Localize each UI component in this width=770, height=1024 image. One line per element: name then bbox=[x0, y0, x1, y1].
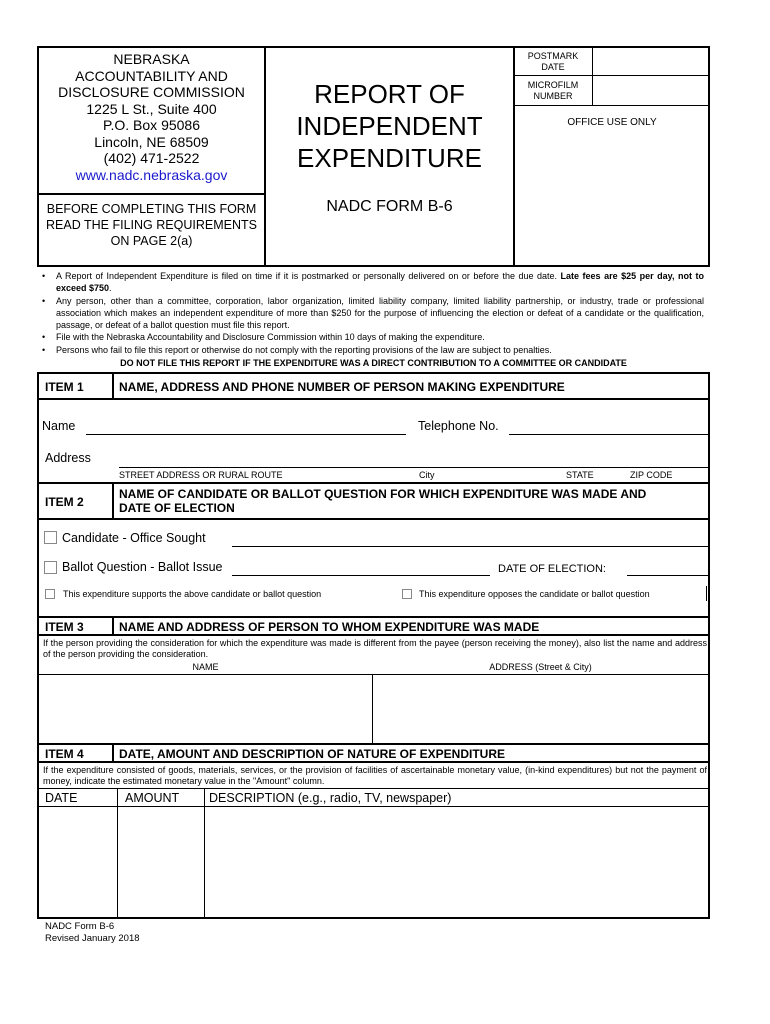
telephone-label: Telephone No. bbox=[418, 419, 499, 433]
name-label: Name bbox=[42, 419, 76, 433]
supports-checkbox[interactable] bbox=[45, 589, 55, 599]
street-caption: STREET ADDRESS OR RURAL ROUTE bbox=[119, 470, 283, 480]
postmark-field[interactable] bbox=[594, 48, 708, 74]
microfilm-label bbox=[514, 80, 592, 102]
office-use-label: OFFICE USE ONLY bbox=[567, 117, 657, 128]
item3-heading-bottom bbox=[37, 634, 710, 636]
ballot-label: Ballot Question - Ballot Issue bbox=[62, 560, 223, 574]
agency-name-line2: ACCOUNTABILITY AND bbox=[75, 67, 228, 84]
item2-top-line bbox=[37, 482, 710, 484]
bullet-2-text: Any person, other than a committee, corporation, labor organization, limited liability company, limited liability partnership, or industry, trade or professional association which makes an independent expenditure of more than $250 for the purpose of influencing the election or defeat of a candidate or the qualification, passage, or defeat of a ballot question must file this report. bbox=[56, 295, 704, 331]
agency-name-line1: NEBRASKA bbox=[113, 51, 190, 67]
zip-caption: ZIP CODE bbox=[630, 470, 673, 480]
opposes-label: This expenditure opposes the candidate or ballot question bbox=[419, 589, 650, 599]
address-field[interactable] bbox=[119, 452, 708, 468]
item3-note: If the person providing the consideration for which the expenditure was made is different from the payee (person receiving the money), also list the name and address of the person providing the consideration. bbox=[43, 638, 707, 659]
item1-bottom-line bbox=[37, 398, 710, 400]
item3-table-header-line bbox=[37, 674, 710, 675]
agency-street: 1225 L St., Suite 400 bbox=[86, 100, 217, 117]
item3-label-divider bbox=[112, 616, 114, 635]
supports-label: This expenditure supports the above candidate or ballot question bbox=[63, 589, 322, 599]
title-line1: REPORT OF bbox=[314, 79, 465, 109]
item3-heading: NAME AND ADDRESS OF PERSON TO WHOM EXPENDITURE WAS MADE bbox=[119, 620, 540, 634]
postmark-label-1: POSTMARK bbox=[527, 51, 579, 61]
item4-label-divider bbox=[112, 743, 114, 762]
microfilm-field[interactable] bbox=[594, 77, 708, 104]
item2-edge-mark bbox=[706, 586, 707, 601]
item3-label: ITEM 3 bbox=[45, 620, 84, 634]
item3-top-line bbox=[37, 616, 710, 618]
payee-address-field[interactable] bbox=[375, 677, 707, 742]
notice-line1: BEFORE COMPLETING THIS FORM bbox=[46, 202, 257, 216]
candidate-checkbox[interactable] bbox=[44, 531, 57, 544]
item4-note-line bbox=[37, 788, 710, 789]
item2-heading-line1: NAME OF CANDIDATE OR BALLOT QUESTION FOR WHICH EXPENDITURE WAS MADE AND bbox=[119, 487, 647, 501]
microfilm-label-2: NUMBER bbox=[533, 91, 573, 101]
expenditure-description-field[interactable] bbox=[207, 809, 707, 915]
item1-heading: NAME, ADDRESS AND PHONE NUMBER OF PERSON MAKING EXPENDITURE bbox=[119, 380, 565, 394]
footer bbox=[45, 921, 140, 945]
office-row-line1 bbox=[514, 75, 710, 76]
postmark-label bbox=[514, 51, 592, 73]
footer-revised: Revised January 2018 bbox=[45, 933, 140, 944]
form-name: NADC FORM B-6 bbox=[326, 198, 453, 215]
bullet-4 bbox=[42, 344, 704, 356]
item4-col-divider-2 bbox=[204, 789, 205, 918]
item4-note: If the expenditure consisted of goods, materials, services, or the provision of facilities of ascertainable monetary value, (in-kind expenditures) but not the payment of money, indicate the estimated monetary value in the "Amount" column. bbox=[43, 765, 707, 786]
item1-label-divider bbox=[112, 372, 114, 399]
item2-heading bbox=[119, 487, 646, 515]
agency-city: Lincoln, NE 68509 bbox=[94, 133, 209, 150]
item2-label: ITEM 2 bbox=[45, 495, 84, 509]
expenditure-date-field[interactable] bbox=[40, 809, 115, 915]
office-sought-field[interactable] bbox=[232, 532, 708, 547]
item1-label: ITEM 1 bbox=[45, 380, 84, 394]
title-line3: EXPENDITURE bbox=[297, 143, 482, 173]
agency-name-line3: DISCLOSURE COMMISSION bbox=[58, 84, 245, 100]
microfilm-label-1: MICROFILM bbox=[527, 80, 579, 90]
telephone-field[interactable] bbox=[509, 418, 708, 435]
item2-bottom-line bbox=[37, 518, 710, 520]
item4-heading: DATE, AMOUNT AND DESCRIPTION OF NATURE OF EXPENDITURE bbox=[119, 747, 506, 761]
item2-heading-line2: DATE OF ELECTION bbox=[119, 501, 235, 515]
notice-line3: ON PAGE 2(a) bbox=[110, 234, 193, 248]
payee-name-field[interactable] bbox=[40, 677, 370, 742]
city-caption: City bbox=[419, 470, 435, 480]
item4-heading-bottom bbox=[37, 761, 710, 763]
bullet-4-text: Persons who fail to file this report or otherwise do not comply with the reporting provisions of the law are subject to penalties. bbox=[56, 344, 552, 355]
date-of-election-field[interactable] bbox=[627, 561, 708, 576]
item3-col-address: ADDRESS (Street & City) bbox=[489, 662, 592, 672]
do-not-file-warning: DO NOT FILE THIS REPORT IF THE EXPENDITURE WAS A DIRECT CONTRIBUTION TO A COMMITTEE OR CANDIDATE bbox=[120, 358, 627, 368]
title-line2: INDEPENDENT bbox=[296, 111, 483, 141]
agency-phone: (402) 471-2522 bbox=[103, 150, 200, 166]
address-label: Address bbox=[45, 451, 91, 465]
notice-line2: READ THE FILING REQUIREMENTS bbox=[46, 218, 257, 232]
bullet-1-text: A Report of Independent Expenditure is filed on time if it is postmarked or personally delivered on or before the due date. bbox=[56, 271, 561, 281]
agency-notice-divider bbox=[37, 193, 265, 195]
filing-notice bbox=[39, 201, 264, 249]
filing-requirements bbox=[42, 270, 704, 356]
item4-label: ITEM 4 bbox=[45, 747, 84, 761]
item2-label-divider bbox=[112, 482, 114, 519]
agency-po-box: P.O. Box 95086 bbox=[102, 117, 201, 133]
bullet-3-text: File with the Nebraska Accountability and Disclosure Commission within 10 days of making the expenditure. bbox=[56, 332, 485, 343]
ballot-issue-field[interactable] bbox=[232, 561, 490, 576]
item4-col-description: DESCRIPTION (e.g., radio, TV, newspaper) bbox=[209, 791, 452, 805]
item3-col-name: NAME bbox=[192, 662, 219, 672]
ballot-checkbox[interactable] bbox=[44, 561, 57, 574]
bullet-1 bbox=[42, 270, 704, 295]
footer-form: NADC Form B-6 bbox=[45, 921, 115, 932]
agency-website-link[interactable]: www.nadc.nebraska.gov bbox=[75, 166, 228, 183]
item3-col-divider bbox=[372, 675, 373, 744]
office-col-line bbox=[592, 46, 593, 105]
item4-col-divider-1 bbox=[117, 789, 118, 918]
date-of-election-label: DATE OF ELECTION: bbox=[498, 563, 606, 575]
item4-col-amount: AMOUNT bbox=[125, 791, 180, 805]
bullet-1-tail: . bbox=[109, 283, 112, 294]
item4-top-line bbox=[37, 743, 710, 745]
agency-info bbox=[39, 51, 264, 183]
candidate-label: Candidate - Office Sought bbox=[62, 531, 206, 545]
office-row-line2 bbox=[514, 105, 710, 106]
name-field[interactable] bbox=[86, 418, 406, 435]
bullet-2 bbox=[42, 295, 704, 332]
report-title bbox=[266, 78, 513, 174]
opposes-checkbox[interactable] bbox=[402, 589, 412, 599]
expenditure-amount-field[interactable] bbox=[120, 809, 202, 915]
item4-col-date: DATE bbox=[45, 791, 78, 805]
bullet-3 bbox=[42, 331, 704, 343]
postmark-label-2: DATE bbox=[541, 62, 565, 72]
bullet-1-bold: Late fees are $25 per day, not to exceed $750 bbox=[56, 271, 704, 294]
state-caption: STATE bbox=[566, 470, 594, 480]
item4-table-header-line bbox=[37, 806, 710, 807]
